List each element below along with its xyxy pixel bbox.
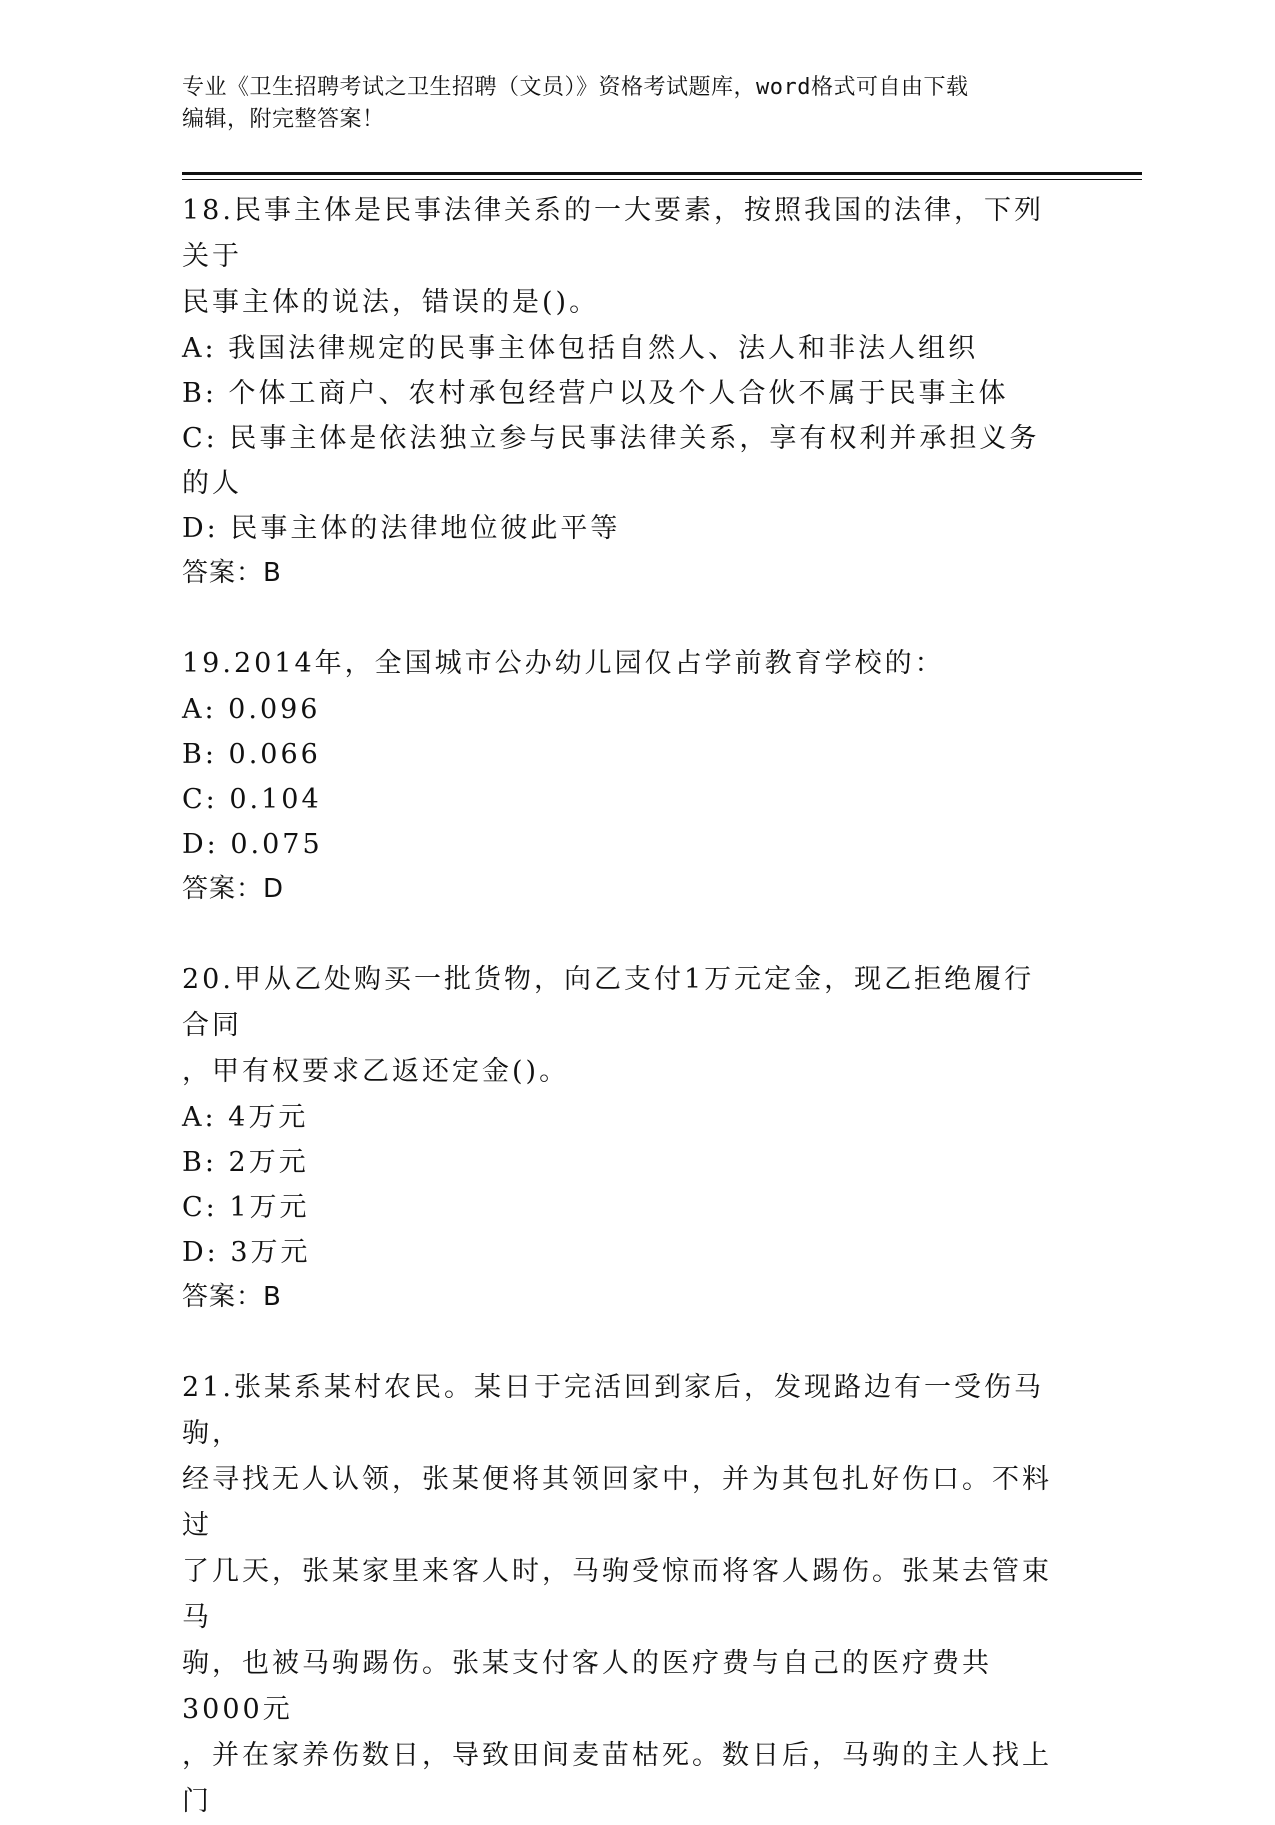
question-stem-line: 21.张某系某村农民。某日于完活回到家后，发现路边有一受伤马驹， [182,1372,1044,1449]
question-19 [182,641,1062,912]
header-line-1: 专业《卫生招聘考试之卫生招聘（文员）》资格考试题库，word格式可自由下载 [182,75,969,100]
header-divider-thin [182,179,1142,180]
question-20 [182,957,1062,1320]
option-c: C: 1万元 [182,1192,310,1223]
question-stem-line: 驹，也被马驹踢伤。张某支付客人的医疗费与自己的医疗费共3000元 [182,1648,992,1725]
answer-line: 答案：B [182,1282,282,1312]
option-a: A: 我国法律规定的民事主体包括自然人、法人和非法人组织 [182,333,979,364]
question-stem-line: ，甲有权要求乙返还定金()。 [182,1056,570,1087]
question-stem-line: 民事主体的说法，错误的是()。 [182,287,600,318]
header-line-2: 编辑，附完整答案！ [182,107,385,132]
question-stem-line: 18.民事主体是民事法律关系的一大要素，按照我国的法律，下列关于 [182,195,1044,272]
question-stem-line: 了几天，张某家里来客人时，马驹受惊而将客人踢伤。张某去管束马 [182,1556,1052,1633]
question-21 [182,1365,1062,1825]
question-stem-line: 19.2014年，全国城市公办幼儿园仅占学前教育学校的： [182,648,945,679]
question-spacer [182,596,1062,641]
document-header [182,72,1082,136]
option-a: A: 4万元 [182,1102,309,1133]
option-d: D: 0.075 [182,829,323,860]
option-c: C: 民事主体是依法独立参与民事法律关系，享有权利并承担义务的人 [182,423,1040,499]
option-b: B: 0.066 [182,739,321,770]
option-b: B: 个体工商户、农村承包经营户以及个人合伙不属于民事主体 [182,378,1009,409]
option-d: D: 民事主体的法律地位彼此平等 [182,513,621,544]
question-stem-line: 20.甲从乙处购买一批货物，向乙支付1万元定金，现乙拒绝履行合同 [182,964,1035,1041]
option-b: B: 2万元 [182,1147,309,1178]
answer-line: 答案：D [182,874,285,904]
option-c: C: 0.104 [182,784,322,815]
question-18 [182,188,1062,596]
question-stem-line: ，并在家养伤数日，导致田间麦苗枯死。数日后，马驹的主人找上门 [182,1740,1052,1817]
option-a: A: 0.096 [182,694,321,725]
question-list [182,188,1062,1825]
header-divider-thick [182,172,1142,175]
question-spacer [182,912,1062,957]
option-d: D: 3万元 [182,1237,311,1268]
question-stem-line: 经寻找无人认领，张某便将其领回家中，并为其包扎好伤口。不料过 [182,1464,1052,1541]
question-spacer [182,1320,1062,1365]
answer-line: 答案：B [182,558,282,588]
